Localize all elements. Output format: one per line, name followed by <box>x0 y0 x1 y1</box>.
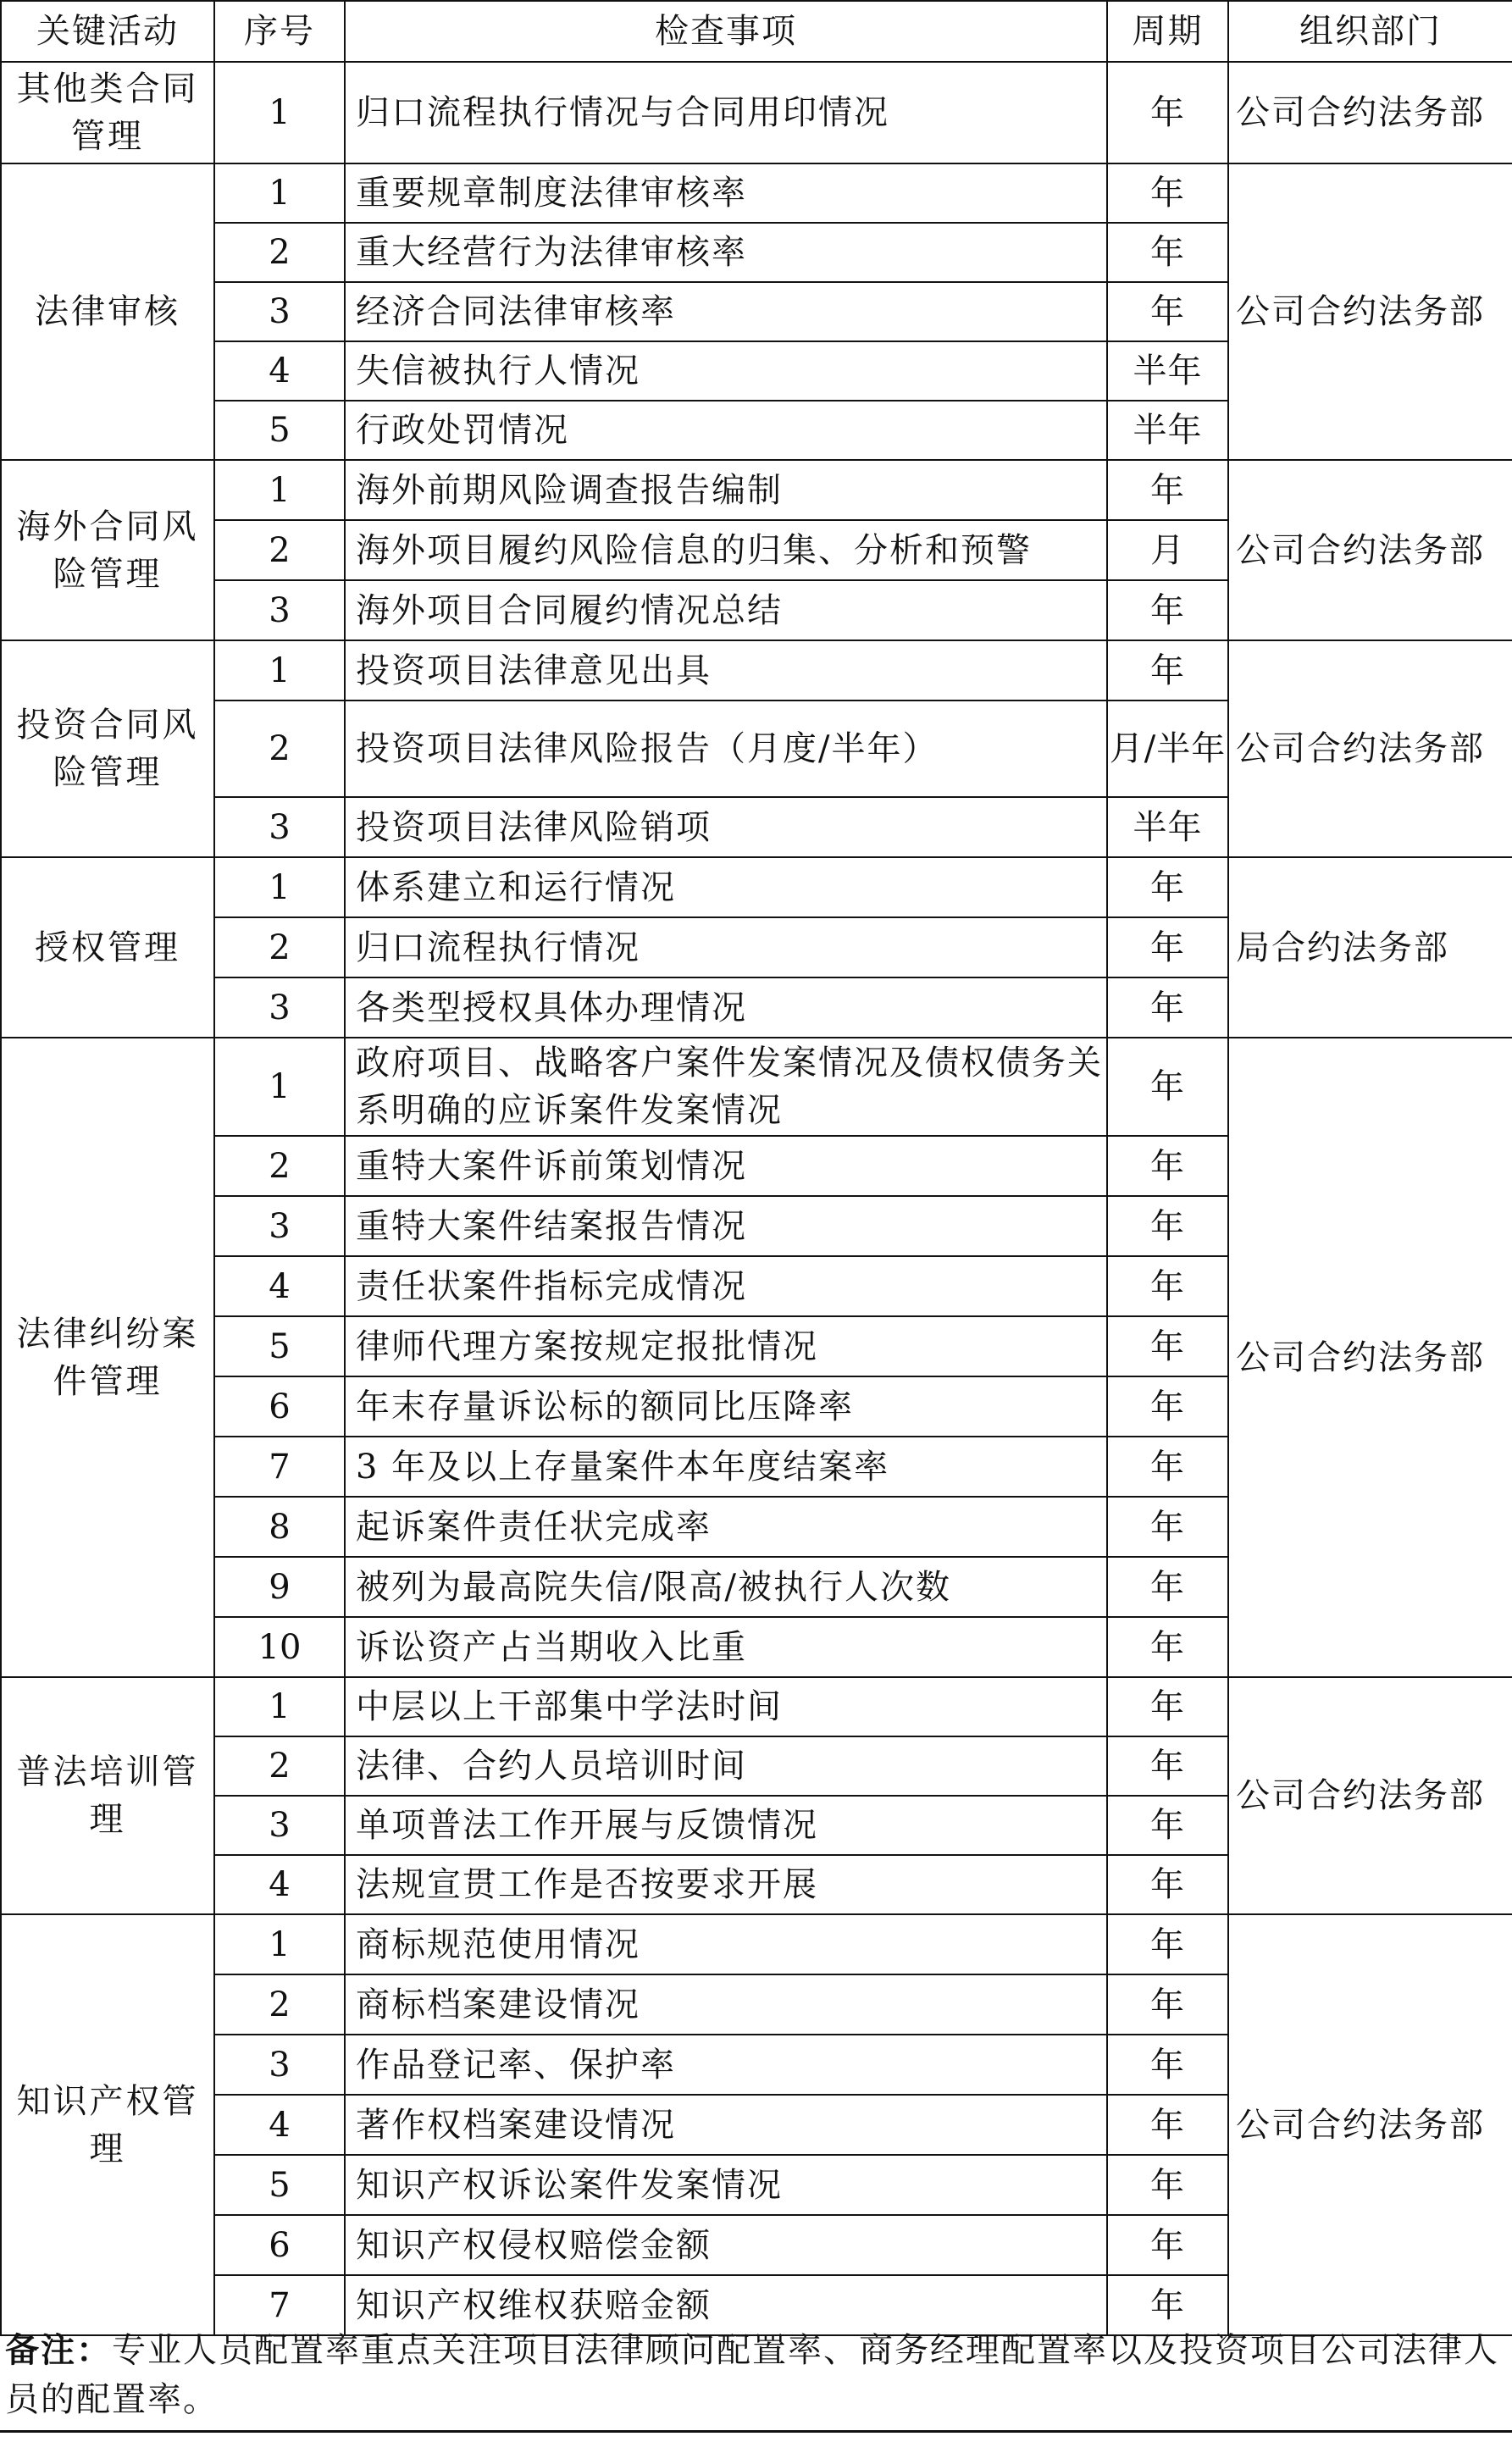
cycle-cell: 年 <box>1107 1256 1228 1316</box>
table-row <box>1 1677 1512 1736</box>
cycle-cell: 年 <box>1107 1376 1228 1437</box>
item-cell: 被列为最高院失信/限高/被执行人次数 <box>345 1557 1107 1617</box>
cycle-cell: 年 <box>1107 1557 1228 1617</box>
seq-cell: 4 <box>214 2095 345 2155</box>
seq-cell: 4 <box>214 1256 345 1316</box>
item-cell: 重要规章制度法律审核率 <box>345 163 1107 223</box>
dept-cell: 公司合约法务部 <box>1228 1914 1512 2335</box>
item-cell: 商标档案建设情况 <box>345 1974 1107 2035</box>
seq-cell: 9 <box>214 1557 345 1617</box>
header-cycle: 周期 <box>1107 1 1228 62</box>
seq-cell: 3 <box>214 797 345 857</box>
activity-cell: 法律审核 <box>1 163 214 460</box>
seq-cell: 1 <box>214 1914 345 1974</box>
cycle-cell: 年 <box>1107 1038 1228 1136</box>
cycle-cell: 年 <box>1107 2095 1228 2155</box>
seq-cell: 10 <box>214 1617 345 1677</box>
cycle-cell: 年 <box>1107 163 1228 223</box>
activity-cell: 其他类合同管理 <box>1 62 214 163</box>
dept-cell: 公司合约法务部 <box>1228 163 1512 460</box>
dept-cell: 公司合约法务部 <box>1228 1038 1512 1677</box>
dept-cell: 公司合约法务部 <box>1228 640 1512 857</box>
cycle-cell: 月 <box>1107 520 1228 580</box>
footnote-label: 备注： <box>5 2330 112 2370</box>
cycle-cell: 年 <box>1107 2275 1228 2335</box>
seq-cell: 2 <box>214 917 345 977</box>
cycle-cell: 年 <box>1107 580 1228 640</box>
seq-cell: 5 <box>214 401 345 460</box>
item-cell: 海外前期风险调查报告编制 <box>345 460 1107 520</box>
item-cell: 中层以上干部集中学法时间 <box>345 1677 1107 1736</box>
seq-cell: 5 <box>214 1316 345 1376</box>
cycle-cell: 年 <box>1107 1617 1228 1677</box>
bottom-rule <box>0 2430 1512 2433</box>
cycle-cell: 年 <box>1107 62 1228 163</box>
cycle-cell: 年 <box>1107 223 1228 282</box>
header-seq: 序号 <box>214 1 345 62</box>
item-cell: 法规宣贯工作是否按要求开展 <box>345 1855 1107 1914</box>
seq-cell: 3 <box>214 2035 345 2095</box>
seq-cell: 2 <box>214 700 345 797</box>
table-row <box>1 460 1512 520</box>
item-cell: 律师代理方案按规定报批情况 <box>345 1316 1107 1376</box>
cycle-cell: 年 <box>1107 977 1228 1038</box>
seq-cell: 6 <box>214 2215 345 2275</box>
cycle-cell: 月/半年 <box>1107 700 1228 797</box>
item-cell: 法律、合约人员培训时间 <box>345 1736 1107 1796</box>
dept-cell: 局合约法务部 <box>1228 857 1512 1038</box>
cycle-cell: 年 <box>1107 1437 1228 1497</box>
seq-cell: 3 <box>214 580 345 640</box>
item-cell: 起诉案件责任状完成率 <box>345 1497 1107 1557</box>
seq-cell: 8 <box>214 1497 345 1557</box>
table-row <box>1 163 1512 223</box>
item-cell: 诉讼资产占当期收入比重 <box>345 1617 1107 1677</box>
cycle-cell: 年 <box>1107 1497 1228 1557</box>
item-cell: 海外项目履约风险信息的归集、分析和预警 <box>345 520 1107 580</box>
cycle-cell: 年 <box>1107 1736 1228 1796</box>
item-cell: 知识产权维权获赔金额 <box>345 2275 1107 2335</box>
footnote-text: 专业人员配置率重点关注项目法律顾问配置率、商务经理配置率以及投资项目公司法律人员的配置率。 <box>5 2331 1499 2419</box>
seq-cell: 2 <box>214 1136 345 1196</box>
item-cell: 各类型授权具体办理情况 <box>345 977 1107 1038</box>
cycle-cell: 年 <box>1107 640 1228 700</box>
dept-cell: 公司合约法务部 <box>1228 460 1512 640</box>
cycle-cell: 年 <box>1107 1677 1228 1736</box>
cycle-cell: 年 <box>1107 1974 1228 2035</box>
seq-cell: 4 <box>214 341 345 401</box>
cycle-cell: 年 <box>1107 1196 1228 1256</box>
seq-cell: 1 <box>214 62 345 163</box>
item-cell: 商标规范使用情况 <box>345 1914 1107 1974</box>
seq-cell: 7 <box>214 1437 345 1497</box>
cycle-cell: 年 <box>1107 460 1228 520</box>
cycle-cell: 年 <box>1107 2035 1228 2095</box>
item-cell: 重特大案件结案报告情况 <box>345 1196 1107 1256</box>
seq-cell: 3 <box>214 282 345 341</box>
item-cell: 海外项目合同履约情况总结 <box>345 580 1107 640</box>
cycle-cell: 年 <box>1107 1136 1228 1196</box>
seq-cell: 2 <box>214 1736 345 1796</box>
cycle-cell: 年 <box>1107 2155 1228 2215</box>
item-cell: 归口流程执行情况与合同用印情况 <box>345 62 1107 163</box>
cycle-cell: 年 <box>1107 1855 1228 1914</box>
table-row <box>1 857 1512 917</box>
cycle-cell: 年 <box>1107 282 1228 341</box>
seq-cell: 6 <box>214 1376 345 1437</box>
seq-cell: 1 <box>214 1677 345 1736</box>
seq-cell: 7 <box>214 2275 345 2335</box>
item-cell: 体系建立和运行情况 <box>345 857 1107 917</box>
header-item: 检查事项 <box>345 1 1107 62</box>
table-row <box>1 1038 1512 1136</box>
header-activity: 关键活动 <box>1 1 214 62</box>
table-row <box>1 62 1512 163</box>
cycle-cell: 年 <box>1107 857 1228 917</box>
cycle-cell: 年 <box>1107 1316 1228 1376</box>
activity-cell: 投资合同风险管理 <box>1 640 214 857</box>
seq-cell: 1 <box>214 640 345 700</box>
cycle-cell: 半年 <box>1107 797 1228 857</box>
item-cell: 政府项目、战略客户案件发案情况及债权债务关系明确的应诉案件发案情况 <box>345 1038 1107 1136</box>
item-cell: 单项普法工作开展与反馈情况 <box>345 1796 1107 1855</box>
item-cell: 投资项目法律风险报告（月度/半年） <box>345 700 1107 797</box>
table-row <box>1 1914 1512 1974</box>
seq-cell: 1 <box>214 1038 345 1136</box>
activity-cell: 普法培训管理 <box>1 1677 214 1914</box>
table-header-row <box>1 1 1512 62</box>
dept-cell: 公司合约法务部 <box>1228 62 1512 163</box>
seq-cell: 3 <box>214 1796 345 1855</box>
cycle-cell: 年 <box>1107 2215 1228 2275</box>
activity-cell: 授权管理 <box>1 857 214 1038</box>
seq-cell: 2 <box>214 223 345 282</box>
item-cell: 年末存量诉讼标的额同比压降率 <box>345 1376 1107 1437</box>
item-cell: 重特大案件诉前策划情况 <box>345 1136 1107 1196</box>
item-cell: 3 年及以上存量案件本年度结案率 <box>345 1437 1107 1497</box>
item-cell: 知识产权侵权赔偿金额 <box>345 2215 1107 2275</box>
item-cell: 经济合同法律审核率 <box>345 282 1107 341</box>
seq-cell: 1 <box>214 163 345 223</box>
item-cell: 重大经营行为法律审核率 <box>345 223 1107 282</box>
item-cell: 归口流程执行情况 <box>345 917 1107 977</box>
cycle-cell: 年 <box>1107 1914 1228 1974</box>
table-body <box>1 62 1512 2335</box>
cycle-cell: 年 <box>1107 917 1228 977</box>
seq-cell: 3 <box>214 1196 345 1256</box>
cycle-cell: 半年 <box>1107 341 1228 401</box>
item-cell: 作品登记率、保护率 <box>345 2035 1107 2095</box>
activity-cell: 知识产权管理 <box>1 1914 214 2335</box>
item-cell: 失信被执行人情况 <box>345 341 1107 401</box>
cycle-cell: 年 <box>1107 1796 1228 1855</box>
cycle-cell: 半年 <box>1107 401 1228 460</box>
seq-cell: 1 <box>214 460 345 520</box>
item-cell: 责任状案件指标完成情况 <box>345 1256 1107 1316</box>
table-row <box>1 640 1512 700</box>
item-cell: 行政处罚情况 <box>345 401 1107 460</box>
footnote <box>5 2326 1504 2424</box>
header-dept: 组织部门 <box>1228 1 1512 62</box>
activity-cell: 法律纠纷案件管理 <box>1 1038 214 1677</box>
seq-cell: 5 <box>214 2155 345 2215</box>
seq-cell: 4 <box>214 1855 345 1914</box>
item-cell: 知识产权诉讼案件发案情况 <box>345 2155 1107 2215</box>
seq-cell: 3 <box>214 977 345 1038</box>
seq-cell: 2 <box>214 1974 345 2035</box>
activity-cell: 海外合同风险管理 <box>1 460 214 640</box>
item-cell: 投资项目法律风险销项 <box>345 797 1107 857</box>
seq-cell: 2 <box>214 520 345 580</box>
item-cell: 著作权档案建设情况 <box>345 2095 1107 2155</box>
dept-cell: 公司合约法务部 <box>1228 1677 1512 1914</box>
item-cell: 投资项目法律意见出具 <box>345 640 1107 700</box>
seq-cell: 1 <box>214 857 345 917</box>
